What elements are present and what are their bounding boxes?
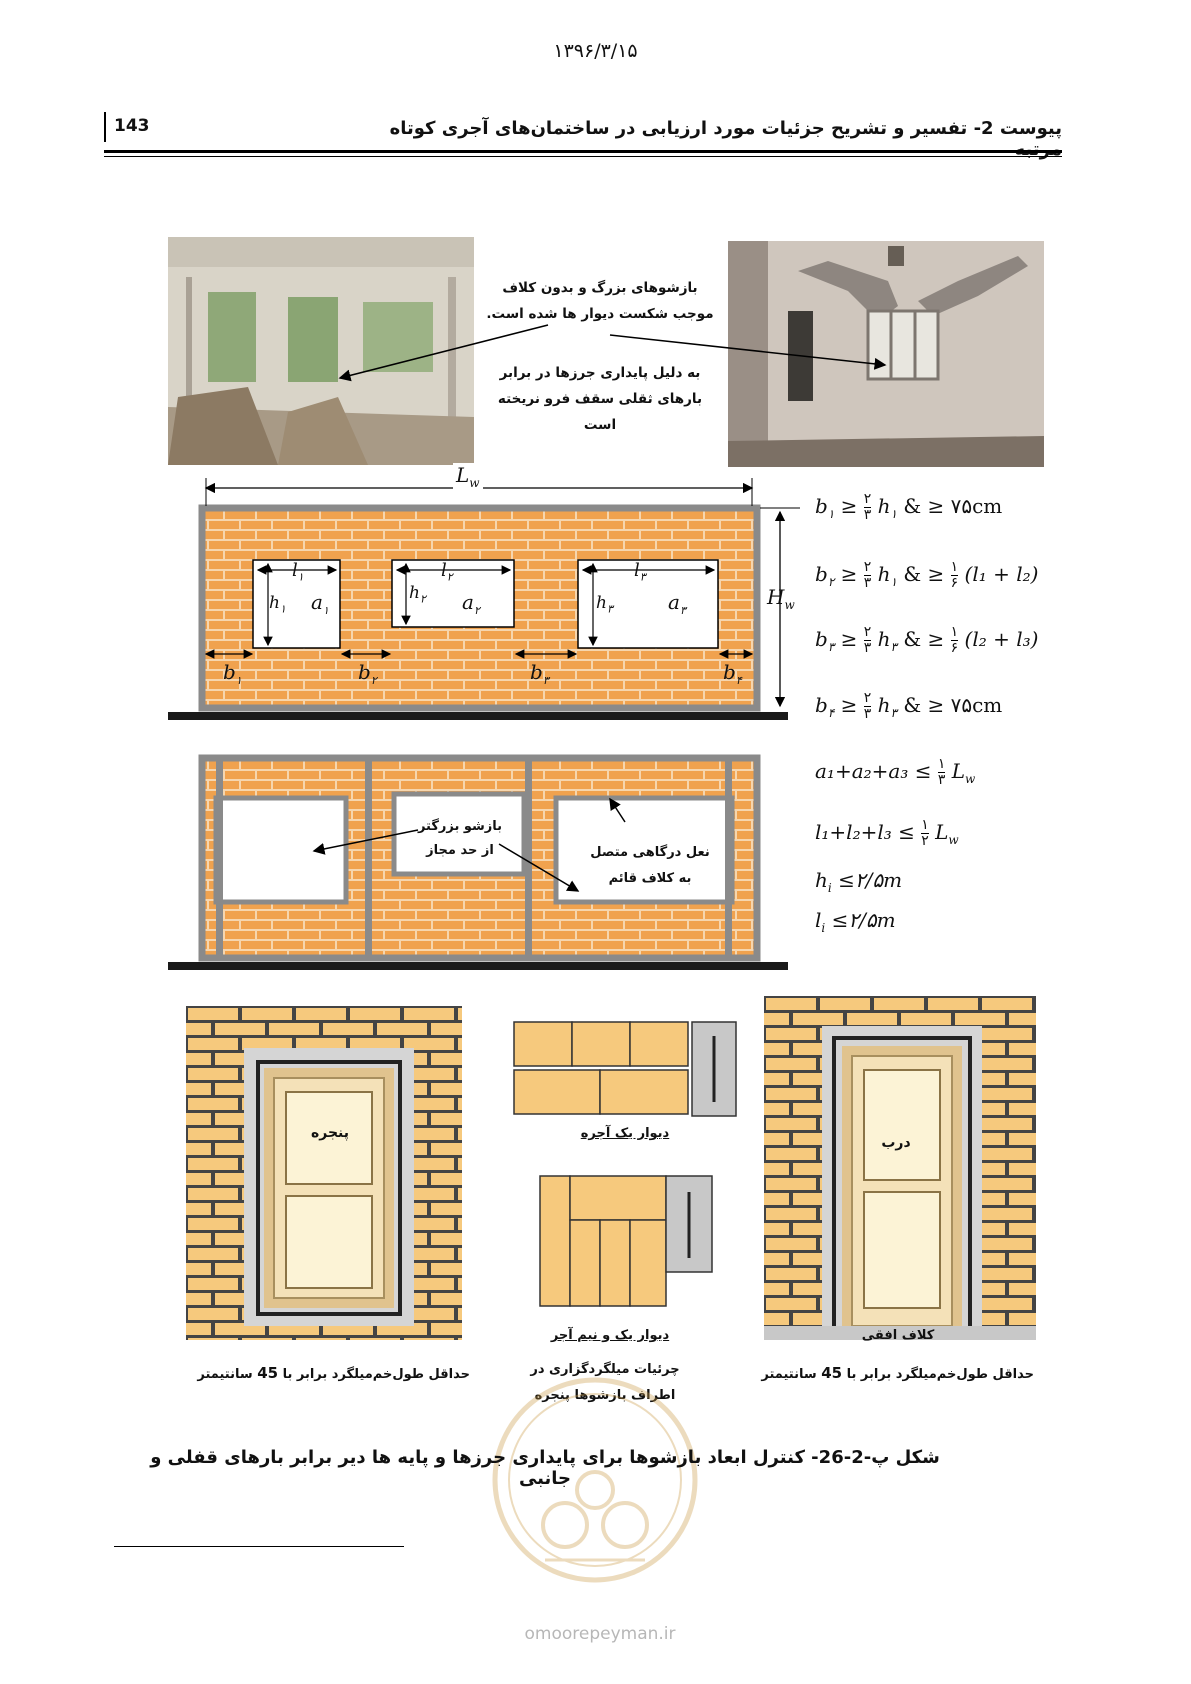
door-panel-bottom <box>864 1192 940 1308</box>
watermark-text: omoorepeyman.ir <box>524 1624 676 1644</box>
oah-brick-2 <box>570 1176 666 1220</box>
page-date: ۱۳۹۶/۳/۱۵ <box>553 40 638 62</box>
label-large-opening <box>395 815 525 863</box>
limit-width: $l_i$ ≤۲/۵m <box>815 908 896 935</box>
tie-col-3 <box>525 758 532 958</box>
a1-label: $a_۱$ <box>311 590 329 617</box>
photo-arrows <box>0 0 1191 500</box>
tie-col-2 <box>365 758 372 958</box>
door-detail <box>764 996 1036 1344</box>
door-caption: حداقل طول‌خم‌میلگرد برابر با 45 سانتیمتر <box>761 1364 1034 1382</box>
photo-note-top-line2: موجب شکست دیوار ها شده است. <box>486 306 714 322</box>
rebar-note-line2: اطراف بازشوها پنجره <box>534 1388 676 1403</box>
window-caption: حداقل طول‌خم‌میلگرد برابر با 45 سانتیمتر <box>197 1364 470 1382</box>
l1-label: $l_۱$ <box>292 560 304 584</box>
l2-label: $l_۲$ <box>441 560 453 584</box>
formula-b1: $b_۱$ ≥ ۲ ۳ $h_۱$ & ≥ ۷۵cm <box>815 491 1003 523</box>
arrow-to-right-photo <box>610 335 885 365</box>
label-lintel-line1: نعل درگاهی متصل <box>590 845 710 860</box>
figure-caption: شکل پ-2-26- کنترل ابعاد بازشوها برای پایداری جرزها و پایه ها دیر برابر بارهای قفلی و جانبی <box>150 1447 940 1489</box>
single-wall-brick-2 <box>572 1022 630 1066</box>
label-large-opening-line2: از حد مجاز <box>426 843 494 858</box>
door-panel-top <box>864 1070 940 1180</box>
one-and-half-wall-label: دیوار یک و نیم آجر <box>550 1328 670 1343</box>
wall-2-ground <box>168 962 788 970</box>
a2-label: $a_۲$ <box>462 590 480 617</box>
rebar-note-line1: چرئیات میلگردگزاری در <box>530 1362 680 1377</box>
page-number: 143 <box>114 116 150 136</box>
oah-brick-5 <box>630 1220 666 1306</box>
single-brick-wall-detail <box>512 1016 740 1122</box>
limit-height: $h_i$ ≤۲/۵m <box>815 868 903 895</box>
door-label: درب <box>881 1135 911 1151</box>
a3-label: $a_۳$ <box>668 590 686 617</box>
lw-label: $L_w$ <box>453 463 483 490</box>
opening-large-1 <box>216 798 346 902</box>
photo-note-bottom-line2: بارهای ثقلی سقف فرو نریخته است <box>497 391 703 433</box>
wall-1-ground <box>168 712 788 720</box>
label-large-opening-line1: بازشو بزرگتر <box>417 819 503 834</box>
arrow-to-left-photo <box>340 325 548 378</box>
single-wall-label: دیوار یک آجره <box>580 1126 670 1141</box>
oah-brick-1 <box>540 1176 570 1306</box>
label-lintel <box>575 840 725 892</box>
one-and-half-brick-wall-detail <box>538 1170 718 1316</box>
wall-elevation-1 <box>160 470 820 730</box>
window-detail <box>186 1006 462 1346</box>
formula-b3: $b_۳$ ≥ ۲ ۳ $h_۳$ & ≥ ۱ ۶ (l₂ + l₃) <box>815 624 1039 656</box>
tie-label: کلاف افقی <box>861 1328 935 1343</box>
watermark-gear-2 <box>603 1503 647 1547</box>
b1-label: $b_۱$ <box>223 660 242 687</box>
single-wall-brick-1 <box>514 1022 572 1066</box>
h2-label: $h_۲$ <box>409 583 426 606</box>
b2-label: $b_۲$ <box>358 660 377 687</box>
hw-label: $H_w$ <box>767 585 795 612</box>
oah-brick-3 <box>570 1220 600 1306</box>
label-lintel-line2: به کلاف قائم <box>608 871 692 886</box>
watermark-gear-1 <box>543 1503 587 1547</box>
single-wall-brick-5 <box>600 1070 688 1114</box>
running-title: پیوست 2- تفسیر و تشریح جزئیات مورد ارزیابی در ساختمان‌های آجری کوتاه <box>389 118 1062 139</box>
b4-label: $b_۴$ <box>723 660 742 687</box>
l3-label: $l_۳$ <box>634 560 646 584</box>
tie-col-1 <box>216 758 223 958</box>
limit-length: l₁+l₂+l₃ ≤ ۱ ۲ $L_w$ <box>815 817 959 849</box>
formula-b4: $b_۴$ ≥ ۲ ۳ $h_۳$ & ≥ ۷۵cm <box>815 690 1003 722</box>
window-pane-bottom <box>286 1196 372 1288</box>
tie-col-4 <box>725 758 732 958</box>
h1-label: $h_۱$ <box>269 593 286 616</box>
photo-note-bottom-line1: به دلیل پایداری جرزها در برابر <box>499 365 701 381</box>
formula-b2: $b_۲$ ≥ ۲ ۳ $h_۱$ & ≥ ۱ ۶ (l₁ + l₂) <box>815 559 1039 591</box>
photo-note-top-line1: بازشوهای بزرگ و بدون کلاف <box>502 280 698 296</box>
window-label: پنجره <box>310 1125 350 1141</box>
single-wall-brick-3 <box>630 1022 688 1066</box>
oah-brick-4 <box>600 1220 630 1306</box>
single-wall-brick-4 <box>514 1070 600 1114</box>
limit-area: a₁+a₂+a₃ ≤ ۱ ۳ $L_w$ <box>815 756 976 788</box>
b3-label: $b_۳$ <box>530 660 549 687</box>
footnote-rule <box>114 1546 404 1547</box>
h3-label: $h_۳$ <box>596 593 613 616</box>
